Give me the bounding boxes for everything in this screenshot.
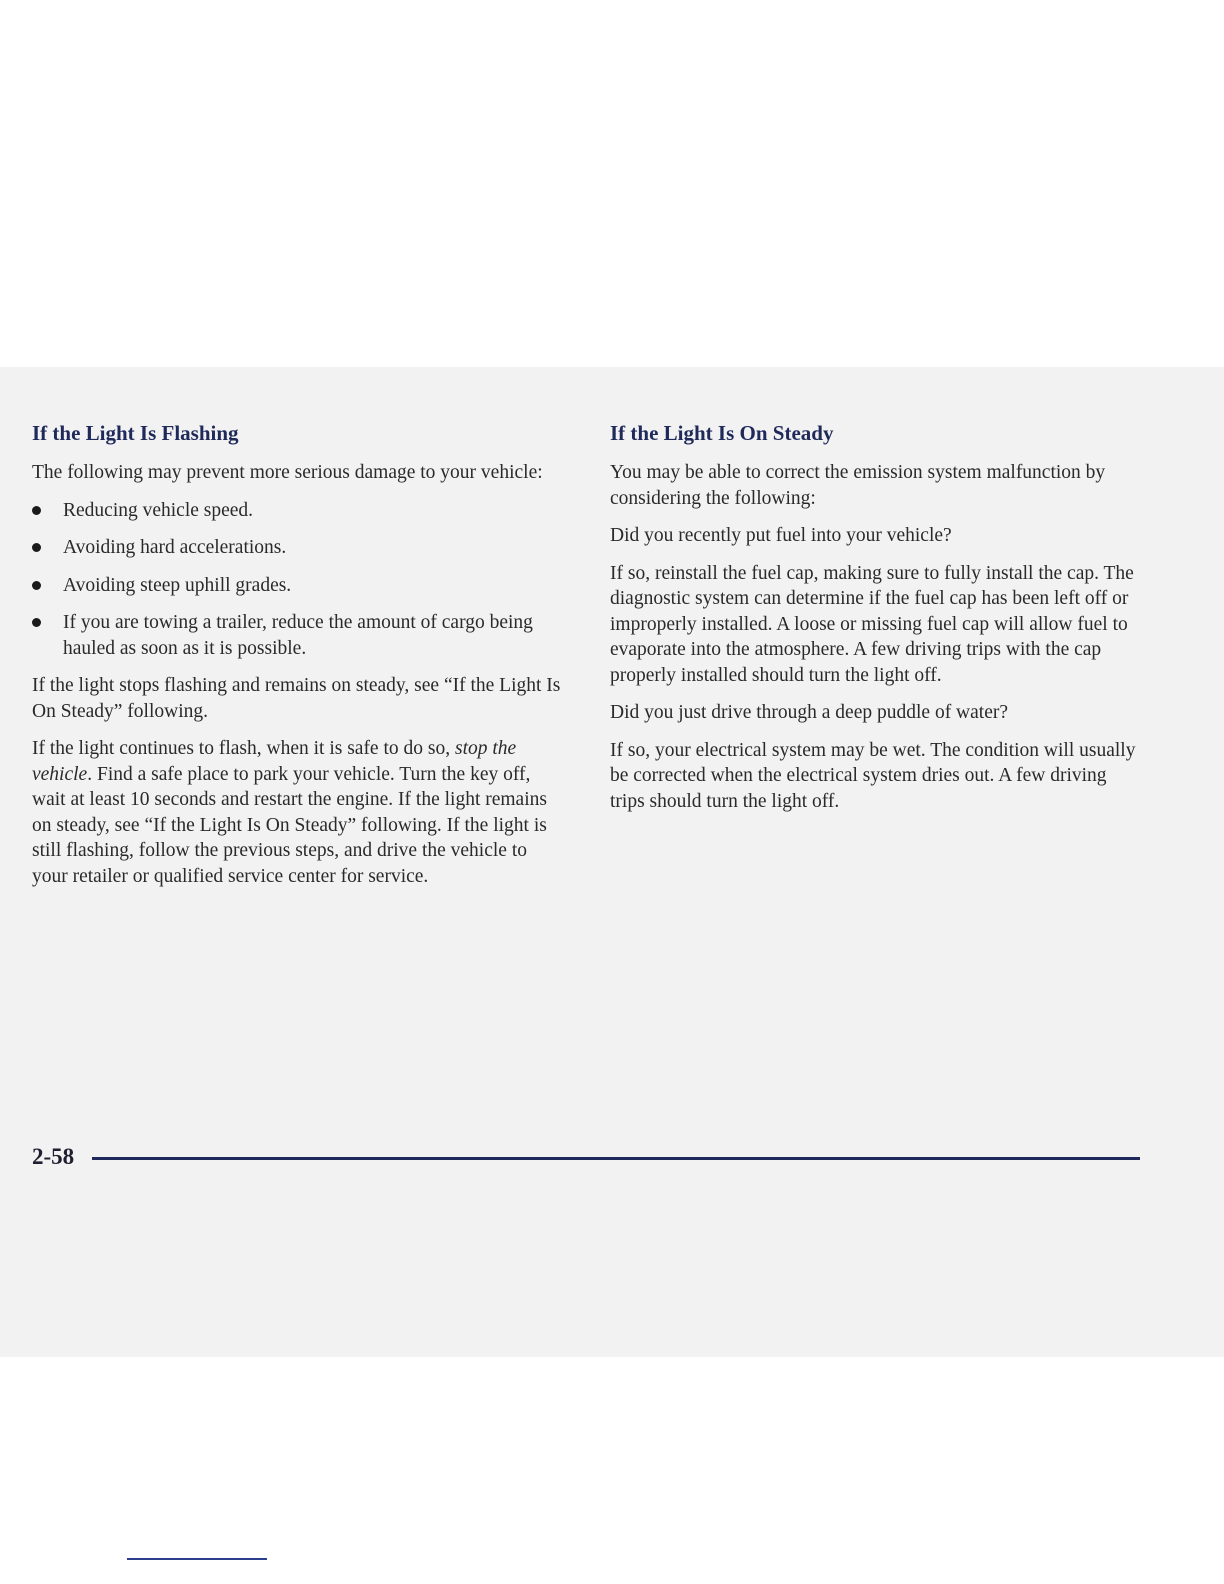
list-item <box>32 498 562 524</box>
list-item-text: Avoiding hard accelerations. <box>63 537 287 558</box>
wet-system-paragraph: If so, your electrical system may be wet. The condition will usually be corrected when the electrical system dries out. A few driving trips should turn the light off. <box>610 739 1136 812</box>
right-column <box>610 420 1140 826</box>
flashing-intro-paragraph: The following may prevent more serious damage to your vehicle: <box>32 462 543 483</box>
fuel-cap-paragraph: If so, reinstall the fuel cap, making sure to fully install the cap. The diagnostic system can determine if the fuel cap has been left off or improperly installed. A loose or missing fuel cap will allow fuel to evaporate into the atmosphere. A few driving trips with the cap properly installed should turn the light off. <box>610 562 1134 686</box>
list-item-text: Avoiding steep uphill grades. <box>63 574 292 596</box>
list-item <box>32 535 562 561</box>
flashing-steady-paragraph: If the light stops flashing and remains on steady, see “If the Light Is On Steady” following. <box>32 675 561 722</box>
bullet-icon <box>32 581 41 590</box>
puddle-question: Did you just drive through a deep puddle of water? <box>610 702 1009 723</box>
bullet-icon <box>32 618 41 627</box>
left-column <box>32 420 562 901</box>
steady-intro-paragraph: You may be able to correct the emission system malfunction by considering the following: <box>610 462 1106 509</box>
bullet-icon <box>32 506 41 515</box>
fuel-question: Did you recently put fuel into your vehicle? <box>610 525 952 546</box>
footer-divider <box>92 1157 1140 1160</box>
flashing-bullet-list <box>32 498 562 662</box>
list-item-text: If you are towing a trailer, reduce the amount of cargo being hauled as soon as it is possible. <box>63 612 533 659</box>
heading-light-steady: If the Light Is On Steady <box>610 421 834 445</box>
flashing-continues-paragraph <box>32 736 562 889</box>
heading-light-flashing: If the Light Is Flashing <box>32 421 239 445</box>
bottom-divider <box>127 1558 267 1560</box>
paragraph-text: . Find a safe place to park your vehicle. Turn the key off, wait at least 10 seconds and restart the engine. If the light remains on steady, see “If the Light Is On Steady” following. If the light is still flashing, follow the previous steps, and drive the vehicle to your retailer or qualified service center for service. <box>32 763 547 887</box>
paragraph-text: If the light continues to flash, when it is safe to do so, <box>32 738 455 759</box>
list-item <box>32 610 562 661</box>
list-item-text: Reducing vehicle speed. <box>63 499 254 521</box>
bullet-icon <box>32 543 41 552</box>
stop-vehicle-emphasis: stop the vehicle <box>32 738 517 785</box>
page-number: 2-58 <box>32 1144 75 1169</box>
list-item <box>32 573 562 599</box>
page-footer <box>32 1141 1142 1175</box>
